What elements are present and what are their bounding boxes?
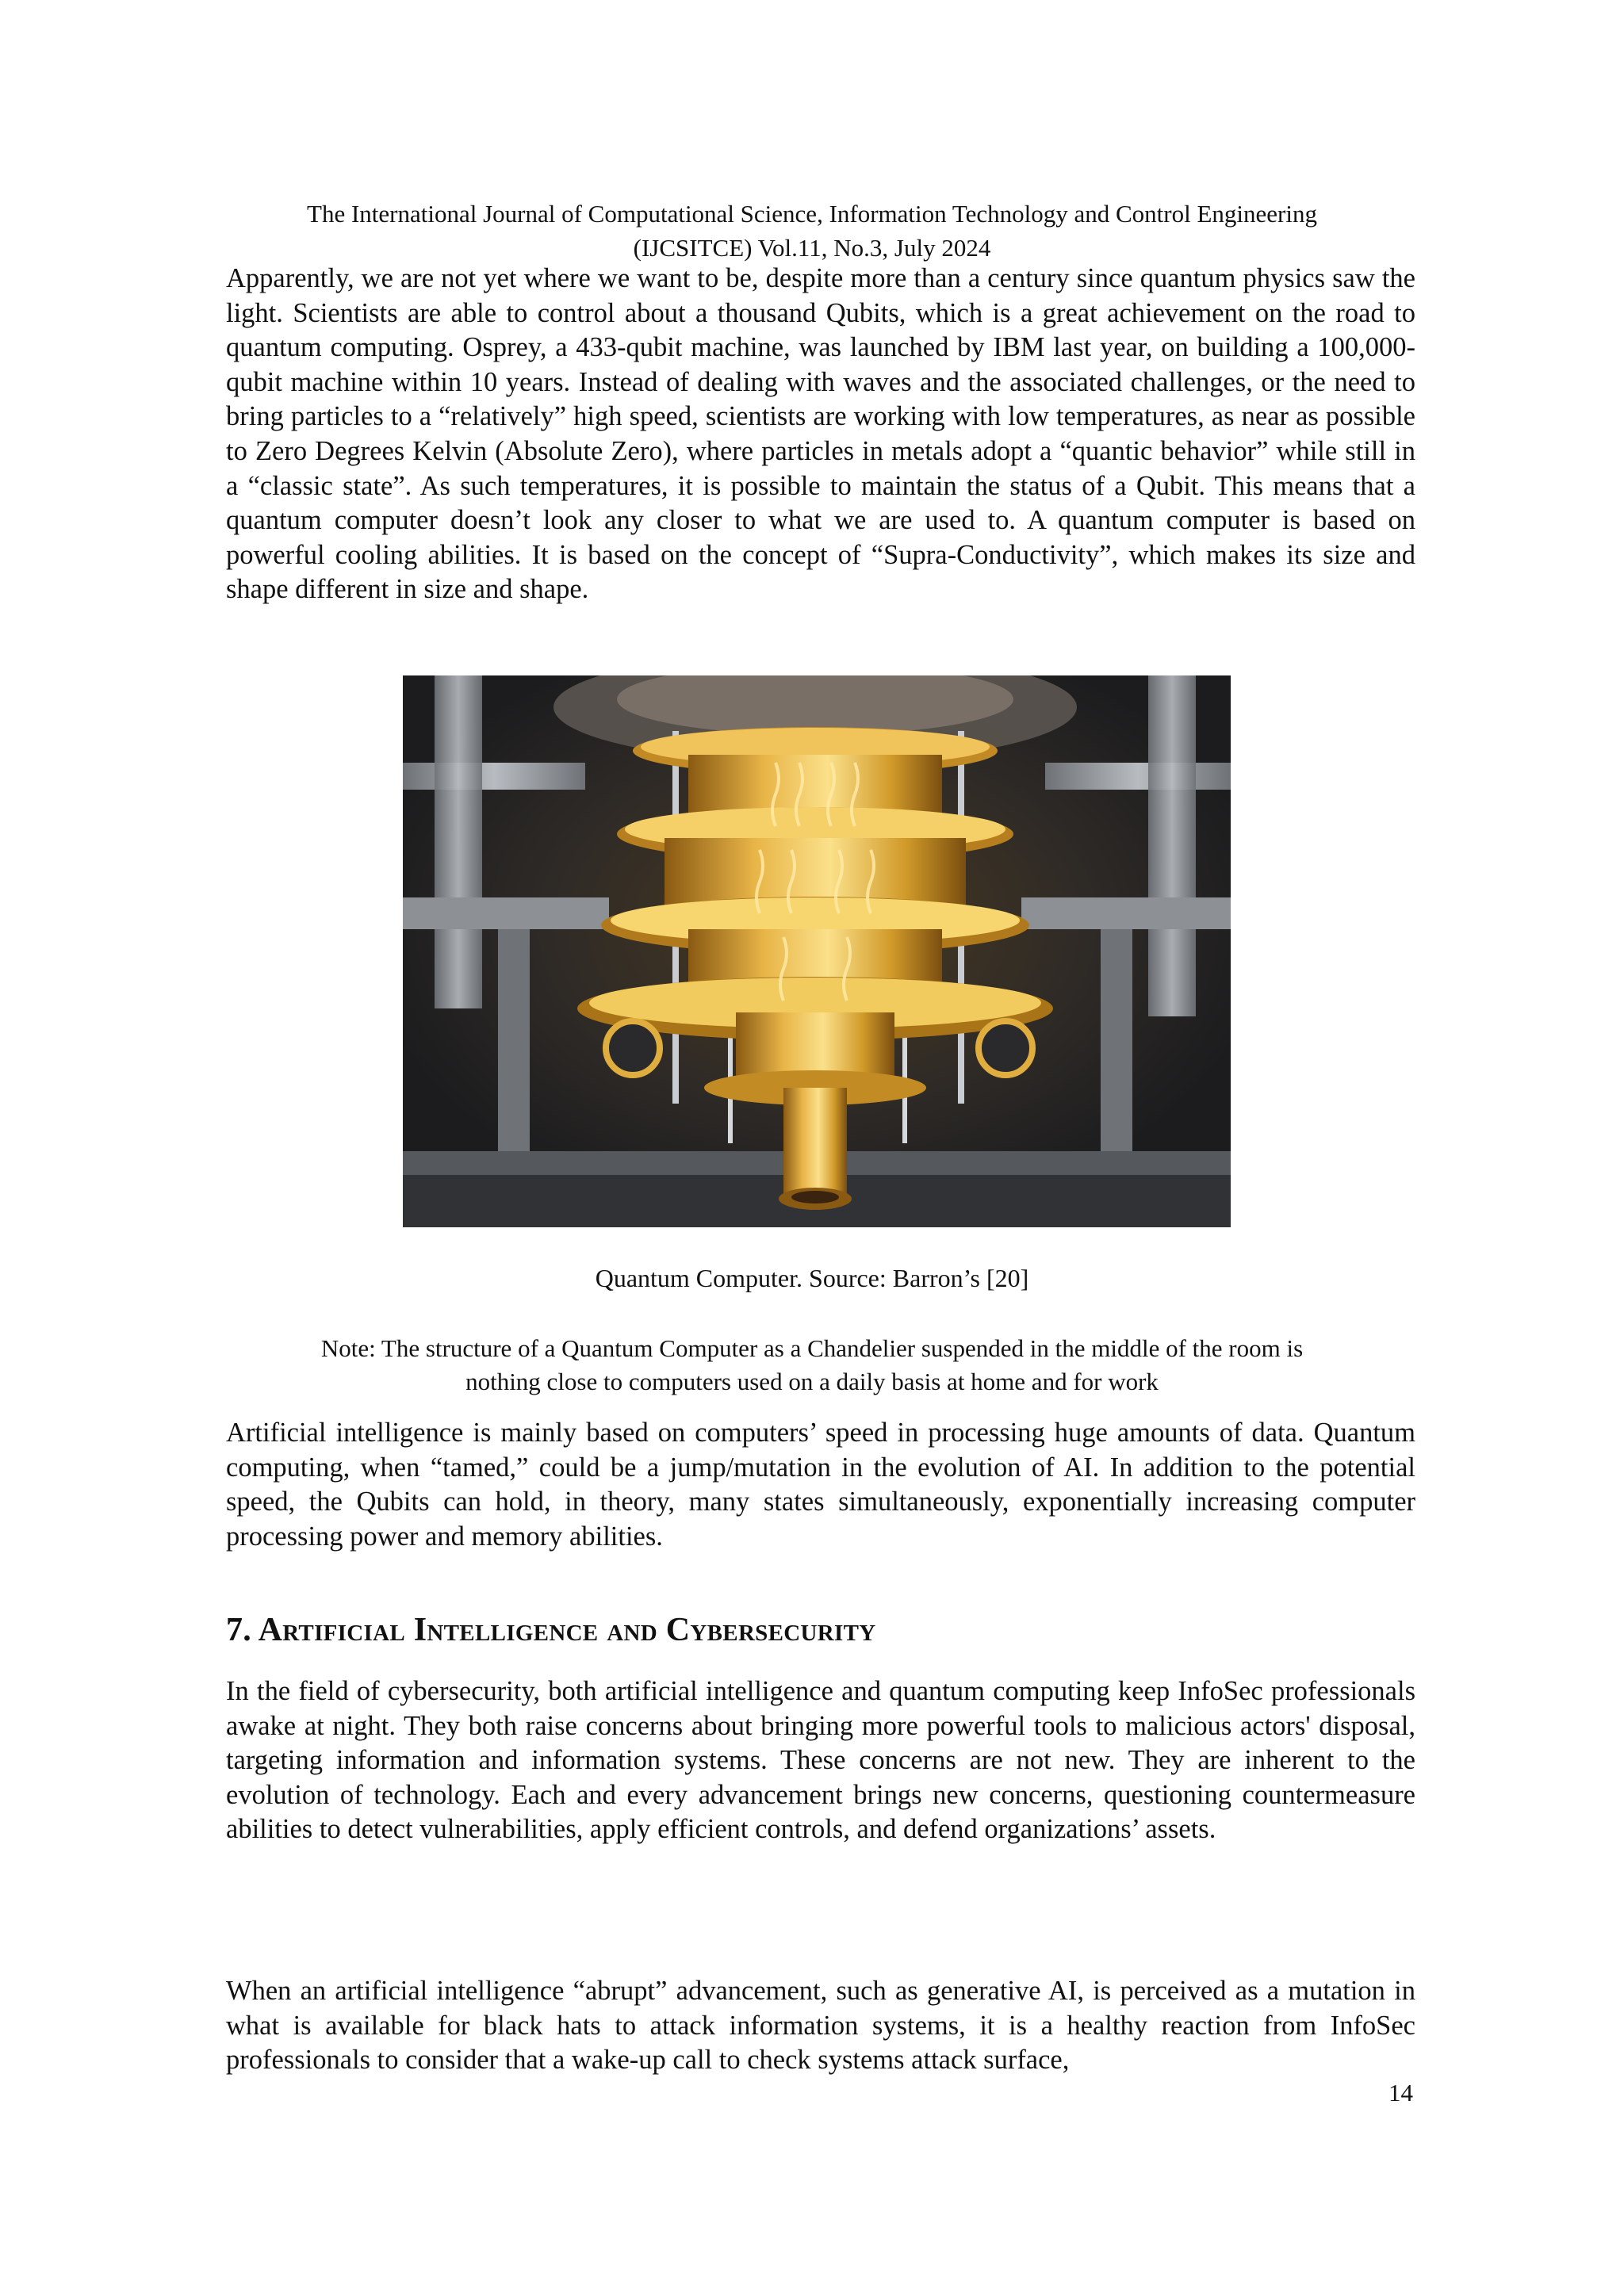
body-paragraph-2: Artificial intelligence is mainly based on computers’ speed in processing huge amounts of data. Quantum computing, when “tamed,” could be a jump/mutation in the evolution of AI. In addition to the potential speed, the Qubits can hold, in theory, many states simultaneously, exponentially increasing computer processing power and memory abilities.: [226, 1418, 1415, 1552]
body-paragraph-4: When an artificial intelligence “abrupt” advancement, such as generative AI, is perceived as a mutation in what is available for black hats to attack information systems, it is a healthy reaction from InfoSec professionals to consider that a wake-up call to check systems attack surface,: [226, 1976, 1415, 2076]
body-paragraph-3: In the field of cybersecurity, both artificial intelligence and quantum computing keep InfoSec professionals awake at night. They both raise concerns about bringing more powerful tools to malicious actors' disposal, targeting information and information systems. These concerns are not new. They are inherent to the evolution of technology. Each and every advancement brings new concerns, questioning countermeasure abilities to detect vulnerabilities, apply efficient controls, and defend organizations’ assets.: [226, 1676, 1415, 1845]
figure-note-line2: nothing close to computers used on a daily basis at home and for work: [465, 1368, 1159, 1395]
quantum-computer-photo: [403, 675, 1231, 1227]
journal-header: [159, 197, 1465, 265]
page-number: 14: [1388, 2079, 1413, 2107]
figure-note: [222, 1332, 1402, 1399]
section-heading: 7. Artificial Intelligence and Cybersecurity: [226, 1612, 876, 1648]
figure-note-line1: Note: The structure of a Quantum Computer as a Chandelier suspended in the middle of the room is: [320, 1334, 1304, 1362]
journal-header-line2: (IJCSITCE) Vol.11, No.3, July 2024: [633, 234, 991, 262]
chandelier-illustration: [403, 675, 1231, 1227]
journal-header-line1: The International Journal of Computational Science, Information Technology and Control Engineering: [307, 200, 1317, 228]
body-paragraph-1: Apparently, we are not yet where we want to be, despite more than a century since quantum physics saw the light. Scientists are able to control about a thousand Qubits, which is a great achievement on the road to quantum computing. Osprey, a 433-qubit machine, was launched by IBM last year, on building a 100,000-qubit machine within 10 years. Instead of dealing with waves and the associated challenges, or the need to bring particles to a “relatively” high speed, scientists are working with low temperatures, as near as possible to Zero Degrees Kelvin (Absolute Zero), where particles in metals adopt a “quantic behavior” while still in a “classic state”. As such temperatures, it is possible to maintain the status of a Qubit. This means that a quantum computer doesn’t look any closer to what we are used to. A quantum computer is based on powerful cooling abilities. It is based on the concept of “Supra-Conductivity”, which makes its size and shape different in size and shape.: [226, 263, 1415, 605]
figure-caption: Quantum Computer. Source: Barron’s [20]: [595, 1264, 1029, 1292]
